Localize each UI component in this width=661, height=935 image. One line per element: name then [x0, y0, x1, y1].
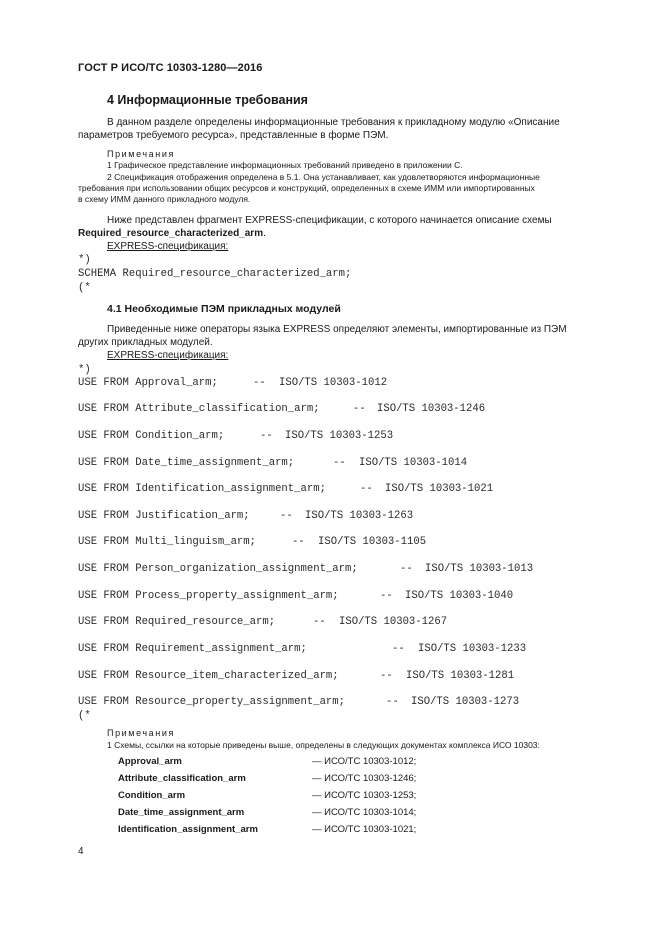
schema-declaration: SCHEMA Required_resource_characterized_arm;	[78, 268, 352, 280]
running-header: ГОСТ Р ИСО/ТС 10303-1280—2016	[78, 62, 263, 74]
schema-name: Attribute_classification_arm	[118, 773, 246, 784]
notes-heading-2: Примечания	[107, 728, 175, 738]
subsection-line-1: Приведенные ниже операторы языка EXPRESS определяют элементы, импортированные из ПЭМ	[107, 324, 567, 335]
use-statement-text: USE FROM Required_resource_arm;	[78, 616, 276, 628]
subsection-title: 4.1 Необходимые ПЭМ прикладных модулей	[107, 303, 341, 315]
standard-reference: ISO/TS 10303-1021	[385, 483, 494, 495]
note-2-1: 1 Схемы, ссылки на которые приведены выше, определены в следующих документах комплекса ИСО 10303:	[107, 740, 540, 750]
note-1: 1 Графическое представление информационных требований приведено в приложении С.	[107, 160, 463, 170]
use-statement	[78, 377, 388, 389]
schema-name-line	[78, 227, 266, 240]
use-statement	[78, 430, 394, 442]
express-open-2: *)	[78, 364, 91, 376]
use-statement	[78, 643, 527, 655]
use-statement-text: USE FROM Person_organization_assignment_arm;	[78, 563, 358, 575]
use-statement-text: USE FROM Process_property_assignment_arm;	[78, 590, 339, 602]
document-reference: — ИСО/ТС 10303-1253;	[312, 790, 417, 801]
comment-dashes: --	[386, 696, 399, 708]
schema-name: Approval_arm	[118, 756, 182, 767]
fragment-intro: Ниже представлен фрагмент EXPRESS-спецификации, с которого начинается описание схемы	[107, 215, 552, 226]
comment-dashes: --	[353, 403, 366, 415]
use-statement-text: USE FROM Justification_arm;	[78, 510, 250, 522]
use-statement	[78, 616, 448, 628]
note-2-line-2: требования при использовании общих ресурсов и конструкций, определенных в схеме ИММ или импортированных	[78, 183, 535, 193]
use-statement	[78, 696, 520, 708]
comment-dashes: --	[400, 563, 413, 575]
note-2-line-1: 2 Спецификация отображения определена в 5.1. Она устанавливает, как удовлетворяются информационные	[107, 172, 540, 182]
express-label-2: EXPRESS-спецификация:	[107, 350, 229, 361]
express-open-1: *)	[78, 254, 91, 266]
standard-reference: ISO/TS 10303-1246	[377, 403, 486, 415]
comment-dashes: --	[280, 510, 293, 522]
note-2-line-3: в схему ИММ данного прикладного модуля.	[78, 194, 251, 204]
standard-reference: ISO/TS 10303-1263	[305, 510, 414, 522]
schema-name: Required_resource_characterized_arm	[78, 228, 264, 239]
standard-reference: ISO/TS 10303-1013	[425, 563, 534, 575]
standard-reference: ISO/TS 10303-1012	[279, 377, 388, 389]
document-reference: — ИСО/ТС 10303-1012;	[312, 756, 417, 767]
standard-reference: ISO/TS 10303-1014	[359, 457, 468, 469]
use-statement	[78, 563, 534, 575]
standard-reference: ISO/TS 10303-1273	[411, 696, 520, 708]
intro-line-1: В данном разделе определены информационные требования к прикладному модулю «Описание	[107, 117, 560, 128]
standard-reference: ISO/TS 10303-1105	[318, 536, 427, 548]
section-title: 4 Информационные требования	[107, 93, 308, 107]
standard-reference: ISO/TS 10303-1040	[405, 590, 514, 602]
use-statement-text: USE FROM Resource_property_assignment_arm;	[78, 696, 346, 708]
standard-reference: ISO/TS 10303-1281	[406, 670, 515, 682]
standard-reference: ISO/TS 10303-1267	[339, 616, 448, 628]
express-close-2: (*	[78, 710, 91, 722]
use-statement	[78, 457, 468, 469]
comment-dashes: --	[260, 430, 273, 442]
use-statement	[78, 510, 414, 522]
schema-name: Identification_assignment_arm	[118, 824, 258, 835]
comment-dashes: --	[313, 616, 326, 628]
use-statement	[78, 483, 494, 495]
express-label-1: EXPRESS-спецификация:	[107, 241, 229, 252]
document-reference: — ИСО/ТС 10303-1246;	[312, 773, 417, 784]
comment-dashes: --	[380, 670, 393, 682]
use-statement	[78, 536, 427, 548]
use-statement-text: USE FROM Attribute_classification_arm;	[78, 403, 320, 415]
standard-reference: ISO/TS 10303-1253	[285, 430, 394, 442]
comment-dashes: --	[392, 643, 405, 655]
use-statement	[78, 670, 515, 682]
comment-dashes: --	[360, 483, 373, 495]
use-statement-text: USE FROM Date_time_assignment_arm;	[78, 457, 295, 469]
use-statement-text: USE FROM Requirement_assignment_arm;	[78, 643, 307, 655]
use-statement-text: USE FROM Multi_linguism_arm;	[78, 536, 257, 548]
document-reference: — ИСО/ТС 10303-1014;	[312, 807, 417, 818]
comment-dashes: --	[292, 536, 305, 548]
express-close-1: (*	[78, 282, 91, 294]
use-statement-text: USE FROM Identification_assignment_arm;	[78, 483, 326, 495]
use-statement-text: USE FROM Approval_arm;	[78, 377, 218, 389]
use-statement-text: USE FROM Condition_arm;	[78, 430, 225, 442]
comment-dashes: --	[380, 590, 393, 602]
schema-period: .	[263, 228, 266, 239]
schema-name: Date_time_assignment_arm	[118, 807, 245, 818]
notes-heading: Примечания	[107, 149, 175, 159]
comment-dashes: --	[253, 377, 266, 389]
subsection-line-2: других прикладных модулей.	[78, 337, 213, 348]
document-reference: — ИСО/ТС 10303-1021;	[312, 824, 417, 835]
use-statement-text: USE FROM Resource_item_characterized_arm;	[78, 670, 339, 682]
comment-dashes: --	[333, 457, 346, 469]
intro-line-2: параметров требуемого ресурса», представленные в форме ПЭМ.	[78, 130, 389, 141]
use-statement	[78, 590, 514, 602]
page-number: 4	[78, 846, 84, 857]
standard-reference: ISO/TS 10303-1233	[418, 643, 527, 655]
use-statement	[78, 403, 486, 415]
schema-name: Condition_arm	[118, 790, 186, 801]
